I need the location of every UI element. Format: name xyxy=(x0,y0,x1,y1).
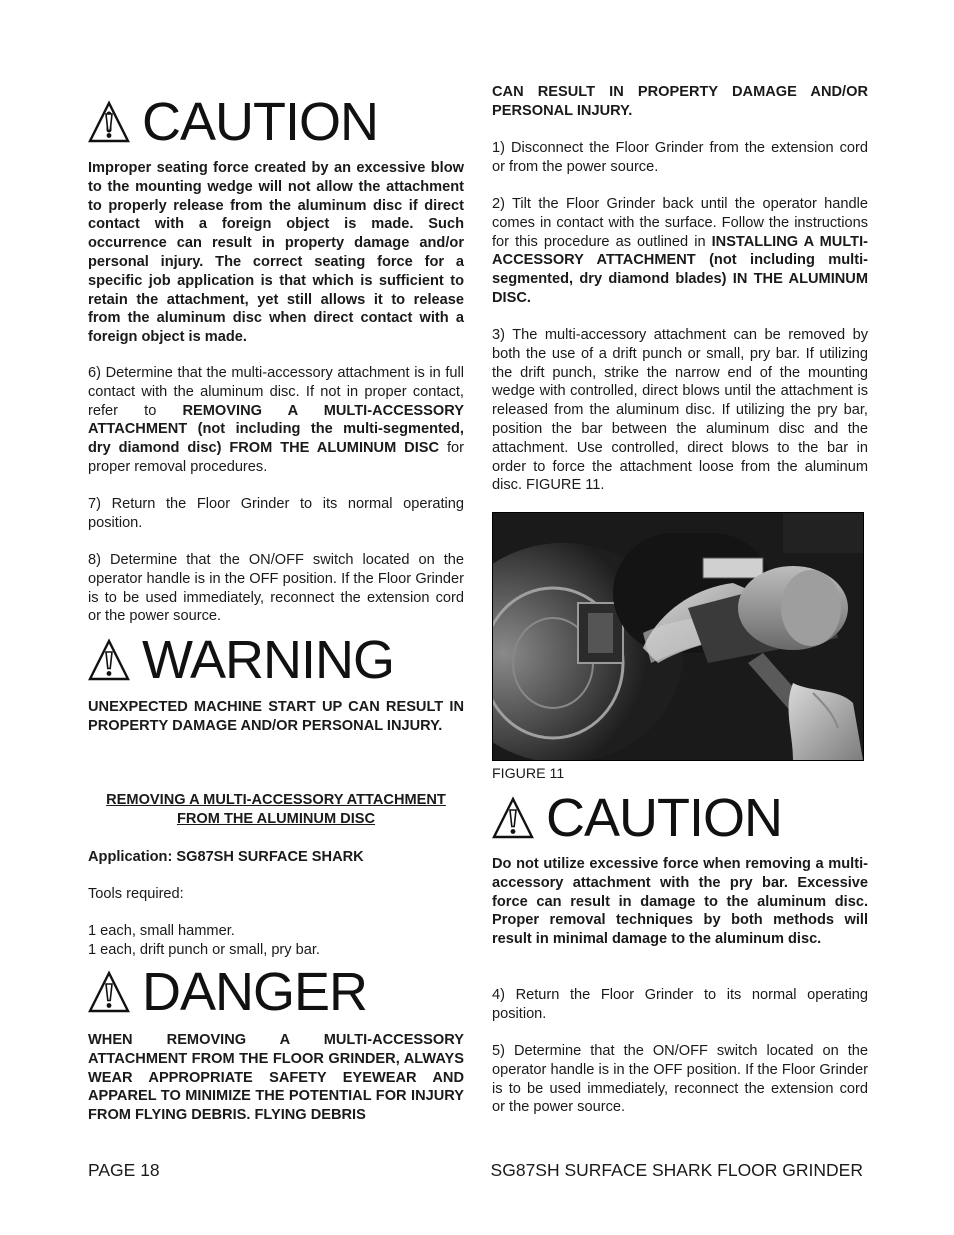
danger-text: WHEN REMOVING A MULTI-ACCESSORY ATTACHMENT FROM THE FLOOR GRINDER, ALWAYS WEAR APPROPRIATE SAFETY EYEWEAR AND APPAREL TO MINIMIZE THE POTENTIAL FOR INJURY FROM FLYING DEBRIS. FLYING DEBRIS xyxy=(88,1032,464,1124)
removal-step-3: 3) The multi-accessory attachment can be removed by both the use of a drift punch or small, pry bar. If utilizing the drift punch, strike the narrow end of the mounting wedge with controlled, direct blows until the attachment is released from the aluminum disc. If utilizing the pry bar, position the bar between the aluminum disc and the attachment. Use controlled, direct blows to the bar in order to force the attachment loose from the aluminum disc. FIGURE 11. xyxy=(492,327,868,494)
step-6-text-end: for proper removal procedures. xyxy=(88,440,464,475)
warning-triangle-icon xyxy=(88,100,130,144)
warning-triangle-icon xyxy=(492,796,534,840)
danger-header xyxy=(88,962,367,1022)
caution-title: CAUTION xyxy=(142,92,378,152)
removal-step-2-reference: INSTALLING A MULTI-ACCESSORY ATTACHMENT (not including multi-segmented, dry diamond blades) IN THE ALUMINUM DISC. xyxy=(492,233,868,306)
removal-step-4: 4) Return the Floor Grinder to its normal operating position. xyxy=(492,987,868,1022)
warning-triangle-icon xyxy=(88,638,130,682)
warning-title: WARNING xyxy=(142,630,394,690)
step-8: 8) Determine that the ON/OFF switch located on the operator handle is in the OFF position. If the Floor Grinder is to be used immediately, reconnect the extension cord or the power source. xyxy=(88,552,464,625)
tools-required-label: Tools required: xyxy=(88,886,184,902)
danger-text-continued: CAN RESULT IN PROPERTY DAMAGE AND/OR PERSONAL INJURY. xyxy=(492,84,868,119)
danger-title: DANGER xyxy=(142,962,368,1022)
tool-item-1: 1 each, small hammer. xyxy=(88,923,235,939)
caution-header-right xyxy=(492,788,782,848)
step-7: 7) Return the Floor Grinder to its normal operating position. xyxy=(88,496,464,531)
figure-11-photo xyxy=(492,512,864,761)
hammer-and-punch-illustration xyxy=(493,513,863,760)
warning-text: UNEXPECTED MACHINE START UP CAN RESULT IN PROPERTY DAMAGE AND/OR PERSONAL INJURY. xyxy=(88,699,464,734)
warning-triangle-icon xyxy=(88,970,130,1014)
application-line: Application: SG87SH SURFACE SHARK xyxy=(88,849,364,865)
section-heading-line-1: REMOVING A MULTI-ACCESSORY ATTACHMENT xyxy=(106,792,446,808)
page-number: PAGE 18 xyxy=(88,1160,160,1180)
caution-text: Improper seating force created by an excessive blow to the mounting wedge will not allow the attachment to properly release from the aluminum disc if direct contact with a foreign object is made. Such occurrence can result in property damage and/or personal injury. The correct seating force for a specific job application is that which is sufficient to retain the attachment, yet still allows it to release from the aluminum disc when direct contact with a foreign object is made. xyxy=(88,160,464,346)
removal-step-1: 1) Disconnect the Floor Grinder from the extension cord or from the power source. xyxy=(492,140,868,175)
caution-title-right: CAUTION xyxy=(546,788,782,848)
removal-step-2 xyxy=(492,195,868,308)
tool-item-2: 1 each, drift punch or small, pry bar. xyxy=(88,942,320,958)
step-6-reference: REMOVING A MULTI-ACCESSORY ATTACHMENT (not including the multi-segmented, dry diamond disc) FROM THE ALUMINUM DISC xyxy=(88,402,464,457)
caution-header xyxy=(88,92,378,152)
step-6-text: 6) Determine that the multi-accessory attachment is in full contact with the aluminum disc. If not in proper contact, refer to xyxy=(88,365,464,419)
section-heading-line-2: FROM THE ALUMINUM DISC xyxy=(176,811,376,827)
caution-text-right: Do not utilize excessive force when removing a multi-accessory attachment with the pry bar. Excessive force can result in damage to the aluminum disc. Proper removal techniques by both methods will result in minimal damage to the aluminum disc. xyxy=(492,856,868,948)
figure-caption: FIGURE 11 xyxy=(492,766,565,782)
document-title: SG87SH SURFACE SHARK FLOOR GRINDER xyxy=(490,1160,863,1180)
warning-header xyxy=(88,630,394,690)
removal-step-5: 5) Determine that the ON/OFF switch located on the operator handle is in the OFF position. If the Floor Grinder is to be used immediately, reconnect the extension cord or the power source. xyxy=(492,1043,868,1116)
step-6 xyxy=(88,364,464,477)
removal-step-2-text: 2) Tilt the Floor Grinder back until the operator handle comes in contact with the surface. Follow the instructions for this procedure as outlined in xyxy=(492,196,868,250)
